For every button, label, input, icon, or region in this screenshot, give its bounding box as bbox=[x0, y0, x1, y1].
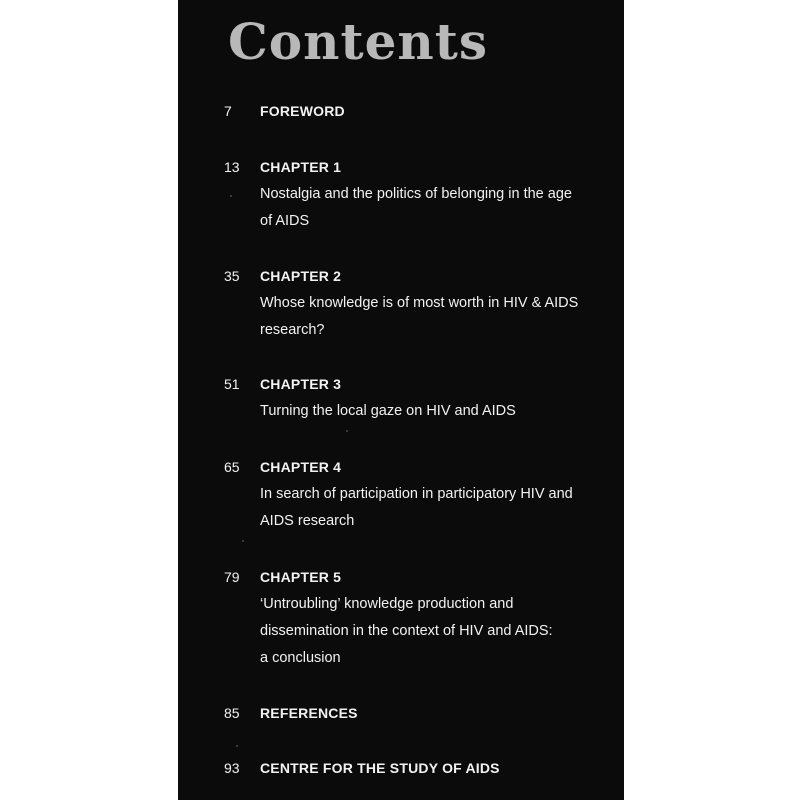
toc-entry-label: CHAPTER 5 bbox=[260, 569, 342, 585]
toc-entry-label: CENTRE FOR THE STUDY OF AIDS bbox=[260, 760, 500, 776]
toc-entry-description: Nostalgia and the politics of belonging in the age of AIDS bbox=[260, 186, 572, 229]
toc-entry-description: ‘Untroubling’ knowledge production and dissemination in the context of HIV and AIDS: a conclusion bbox=[260, 596, 553, 666]
paper-speck bbox=[346, 430, 348, 432]
toc-page-number: 13 bbox=[224, 159, 240, 175]
toc-entry-description: In search of participation in participatory HIV and AIDS research bbox=[260, 486, 573, 529]
toc-entry-label: REFERENCES bbox=[260, 705, 358, 721]
toc-page-number: 35 bbox=[224, 268, 240, 284]
toc-page-number: 65 bbox=[224, 459, 240, 475]
toc-page-number: 85 bbox=[224, 705, 240, 721]
toc-page-number: 7 bbox=[224, 103, 232, 119]
book-page bbox=[178, 0, 624, 800]
toc-entry-description: Turning the local gaze on HIV and AIDS bbox=[260, 403, 516, 419]
toc-page-number: 79 bbox=[224, 569, 240, 585]
toc-entry-label: CHAPTER 3 bbox=[260, 376, 342, 392]
toc-entry-label: CHAPTER 4 bbox=[260, 459, 342, 475]
toc-page-number: 51 bbox=[224, 376, 240, 392]
toc-entry-label: CHAPTER 1 bbox=[260, 159, 342, 175]
toc-entry-description: Whose knowledge is of most worth in HIV & AIDS research? bbox=[260, 295, 579, 338]
page-title: Contents bbox=[228, 12, 489, 71]
paper-speck bbox=[236, 745, 238, 747]
toc-entry-label: CHAPTER 2 bbox=[260, 268, 342, 284]
paper-speck bbox=[230, 195, 232, 197]
toc-page-number: 93 bbox=[224, 760, 240, 776]
toc-entry-label: FOREWORD bbox=[260, 103, 345, 119]
paper-speck bbox=[242, 540, 244, 542]
